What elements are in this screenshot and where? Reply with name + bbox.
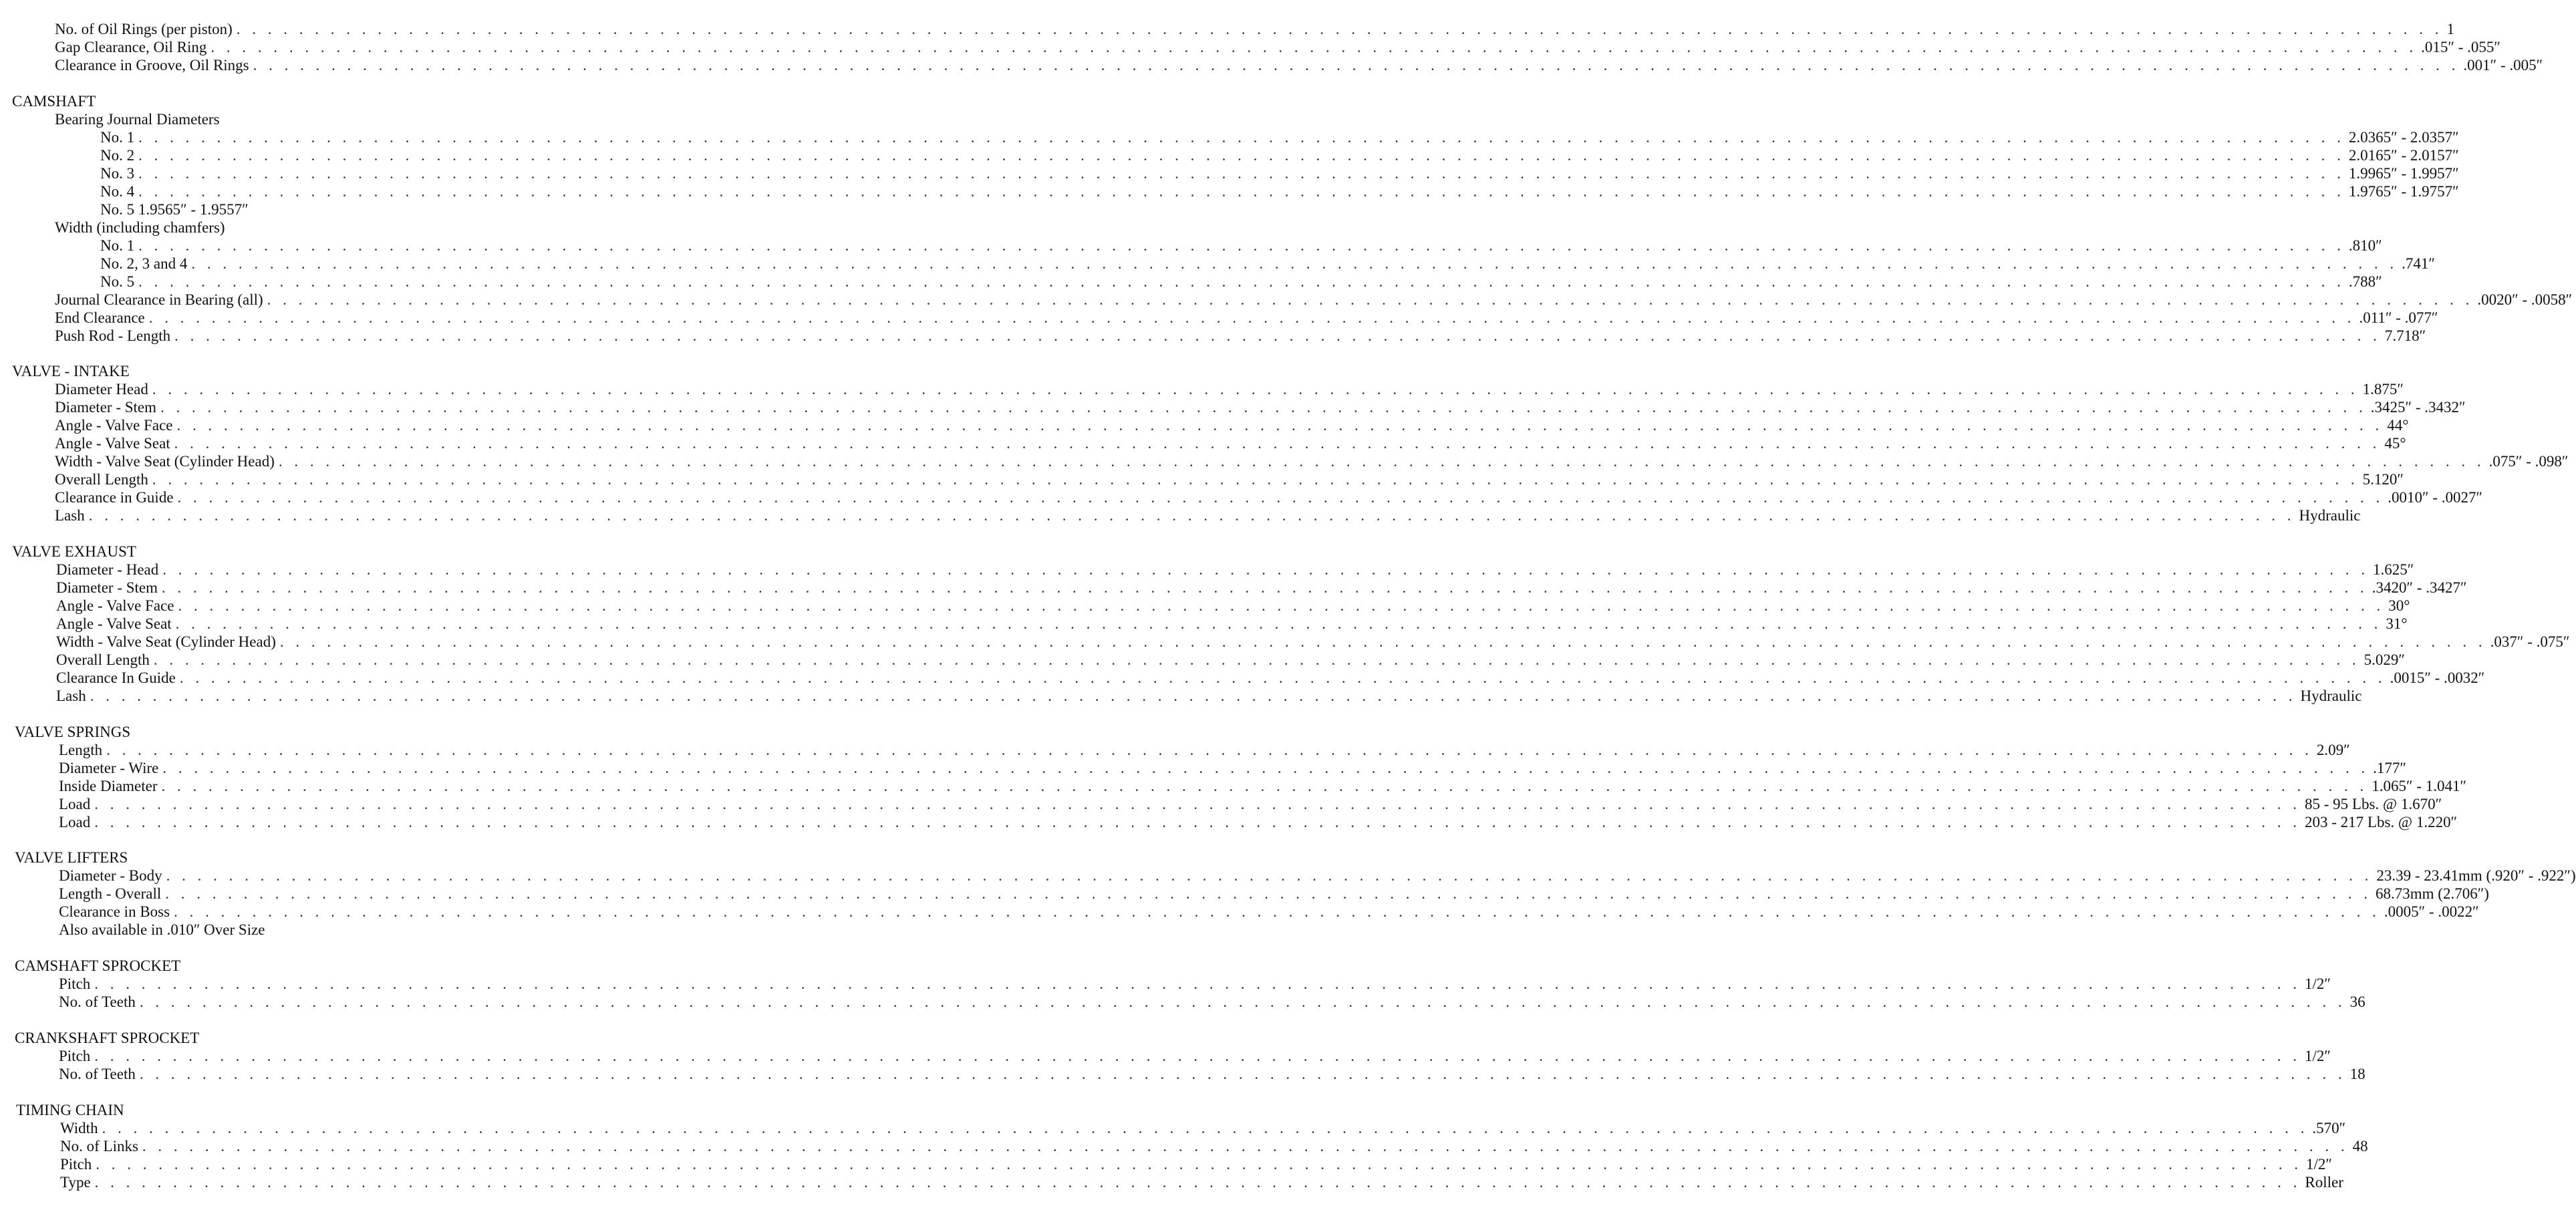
spec-row [0, 1137, 2368, 1155]
spec-value: 5.120″ [2362, 471, 2404, 488]
dot-leader: . . . . . . . . . . . . . . . . . . . . . . . . . . . . . . . . . . . . . . . . . . . . . . . . . . . . . . . . . . . . . . . . . . . . . . . . . . . . . . . . . . . . . . . . . . . . . . . . . . . . . . . . . . . . . . . . . . . . . . . . . . . . . . . . . . . . . . . . . . . . . [94, 814, 2301, 830]
spec-label: Clearance in Guide [55, 489, 174, 506]
spec-value: .3425″ - .3432″ [2370, 399, 2466, 416]
dot-leader: . . . . . . . . . . . . . . . . . . . . . . . . . . . . . . . . . . . . . . . . . . . . . . . . . . . . . . . . . . . . . . . . . . . . . . . . . . . . . . . . . . . . . . . . . . . . . . . . . . . . . . . . . . . . . . . . . . . . . . . . . . . . . . . . . . . . . . . . . . . . . [139, 993, 2346, 1010]
journal-5-line: No. 5 1.9565″ - 1.9557″ [100, 201, 249, 218]
spec-label: No. 1 [100, 129, 135, 146]
spec-value: 23.39 - 23.41mm (.920″ - .922″) [2376, 867, 2576, 884]
dot-leader: . . . . . . . . . . . . . . . . . . . . . . . . . . . . . . . . . . . . . . . . . . . . . . . . . . . . . . . . . . . . . . . . . . . . . . . . . . . . . . . . . . . . . . . . . . . . . . . . . . . . . . . . . . . . . . . . . . . . . . . . . . . . . . . . . . . . . . . . . . . . . [90, 687, 2297, 704]
spec-row [0, 1119, 2346, 1137]
dot-leader: . . . . . . . . . . . . . . . . . . . . . . . . . . . . . . . . . . . . . . . . . . . . . . . . . . . . . . . . . . . . . . . . . . . . . . . . . . . . . . . . . . . . . . . . . . . . . . . . . . . . . . . . . . . . . . . . . . . . . . . . . . . . . . . . . . . . . . . . . . . . . [160, 399, 2367, 416]
spec-label: Angle - Valve Face [55, 417, 173, 434]
section-heading: VALVE - INTAKE [12, 363, 130, 379]
spec-label: Diameter Head [55, 381, 148, 398]
section-heading: VALVE EXHAUST [12, 543, 136, 560]
spec-row [0, 182, 2459, 200]
valve-intake-section [0, 362, 2569, 524]
dot-leader: . . . . . . . . . . . . . . . . . . . . . . . . . . . . . . . . . . . . . . . . . . . . . . . . . . . . . . . . . . . . . . . . . . . . . . . . . . . . . . . . . . . . . . . . . . . . . . . . . . . . . . . . . . . . . . . . . . . . . . . . . . . . . . . . . . . . . . . . . . . . . [106, 742, 2313, 758]
spec-label: Width [60, 1120, 98, 1136]
valve-lifters-section [0, 849, 2576, 939]
spec-value: 31° [2386, 615, 2408, 632]
spec-row [0, 1047, 2331, 1065]
spec-row [0, 309, 2438, 327]
dot-leader: . . . . . . . . . . . . . . . . . . . . . . . . . . . . . . . . . . . . . . . . . . . . . . . . . . . . . . . . . . . . . . . . . . . . . . . . . . . . . . . . . . . . . . . . . . . . . . . . . . . . . . . . . . . . . . . . . . . . . . . . . . . . . . . . . . . . . . . . . . . . . [162, 760, 2370, 776]
spec-value: 203 - 217 Lbs. @ 1.220″ [2305, 814, 2458, 830]
spec-label: Overall Length [56, 651, 150, 668]
spec-value: 1/2″ [2305, 1048, 2331, 1064]
spec-value: .788″ [2348, 273, 2382, 290]
spec-value: .177″ [2373, 760, 2406, 776]
spec-label: Overall Length [55, 471, 148, 488]
spec-label: Angle - Valve Seat [55, 435, 170, 452]
spec-row [0, 759, 2406, 777]
spec-row [0, 1065, 2366, 1083]
dot-leader: . . . . . . . . . . . . . . . . . . . . . . . . . . . . . . . . . . . . . . . . . . . . . . . . . . . . . . . . . . . . . . . . . . . . . . . . . . . . . . . . . . . . . . . . . . . . . . . . . . . . . . . . . . . . . . . . . . . . . . . . . . . . . . . . . . . . . . . . . . . . . [138, 237, 2345, 254]
spec-label: Diameter - Body [59, 867, 162, 884]
dot-leader: . . . . . . . . . . . . . . . . . . . . . . . . . . . . . . . . . . . . . . . . . . . . . . . . . . . . . . . . . . . . . . . . . . . . . . . . . . . . . . . . . . . . . . . . . . . . . . . . . . . . . . . . . . . . . . . . . . . . . . . . . . . . . . . . . . . . . . . . . . . . . [279, 633, 2486, 650]
dot-leader: . . . . . . . . . . . . . . . . . . . . . . . . . . . . . . . . . . . . . . . . . . . . . . . . . . . . . . . . . . . . . . . . . . . . . . . . . . . . . . . . . . . . . . . . . . . . . . . . . . . . . . . . . . . . . . . . . . . . . . . . . . . . . . . . . . . . . . . . . . . . . [152, 381, 2359, 398]
spec-row [0, 470, 2404, 488]
dot-leader: . . . . . . . . . . . . . . . . . . . . . . . . . . . . . . . . . . . . . . . . . . . . . . . . . . . . . . . . . . . . . . . . . . . . . . . . . . . . . . . . . . . . . . . . . . . . . . . . . . . . . . . . . . . . . . . . . . . . . . . . . . . . . . . . . . . . . . . . . . . . . [102, 1120, 2309, 1136]
spec-row [0, 164, 2459, 182]
dot-leader: . . . . . . . . . . . . . . . . . . . . . . . . . . . . . . . . . . . . . . . . . . . . . . . . . . . . . . . . . . . . . . . . . . . . . . . . . . . . . . . . . . . . . . . . . . . . . . . . . . . . . . . . . . . . . . . . . . . . . . . . . . . . . . . . . . . . . . . . . . . . . [162, 561, 2370, 578]
spec-row [0, 327, 2426, 345]
section-heading: CRANKSHAFT SPROCKET [15, 1030, 200, 1046]
spec-row [0, 291, 2573, 309]
spec-value: 18 [2349, 1066, 2366, 1082]
camshaft-sprocket-section [0, 957, 2366, 1011]
spec-value: 1 [2446, 21, 2455, 37]
spec-row [0, 579, 2467, 597]
spec-label: No. 4 [100, 183, 135, 200]
dot-leader: . . . . . . . . . . . . . . . . . . . . . . . . . . . . . . . . . . . . . . . . . . . . . . . . . . . . . . . . . . . . . . . . . . . . . . . . . . . . . . . . . . . . . . . . . . . . . . . . . . . . . . . . . . . . . . . . . . . . . . . . . . . . . . . . . . . . . . . . . . . . . [94, 975, 2301, 992]
spec-label: Pitch [59, 1048, 91, 1064]
spec-value: .011″ - .077″ [2359, 309, 2438, 326]
dot-leader: . . . . . . . . . . . . . . . . . . . . . . . . . . . . . . . . . . . . . . . . . . . . . . . . . . . . . . . . . . . . . . . . . . . . . . . . . . . . . . . . . . . . . . . . . . . . . . . . . . . . . . . . . . . . . . . . . . . . . . . . . . . . . . . . . . . . . . . . . . . . . [94, 1174, 2301, 1191]
spec-label: Pitch [59, 975, 91, 992]
spec-value: 2.09″ [2316, 742, 2350, 758]
subheading: Bearing Journal Diameters [55, 111, 220, 128]
spec-row [0, 993, 2366, 1011]
spec-label: Pitch [60, 1156, 92, 1173]
spec-label: Width - Valve Seat (Cylinder Head) [55, 453, 275, 470]
dot-leader: . . . . . . . . . . . . . . . . . . . . . . . . . . . . . . . . . . . . . . . . . . . . . . . . . . . . . . . . . . . . . . . . . . . . . . . . . . . . . . . . . . . . . . . . . . . . . . . . . . . . . . . . . . . . . . . . . . . . . . . . . . . . . . . . . . . . . . . . . . . . . [153, 651, 2360, 668]
spec-value: .075″ - .098″ [2488, 453, 2569, 470]
timing-chain-section [0, 1101, 2368, 1191]
spec-row [0, 38, 2500, 56]
spec-row [0, 1173, 2343, 1191]
spec-label: No. 1 [100, 237, 135, 254]
section-heading: TIMING CHAIN [16, 1102, 124, 1118]
dot-leader: . . . . . . . . . . . . . . . . . . . . . . . . . . . . . . . . . . . . . . . . . . . . . . . . . . . . . . . . . . . . . . . . . . . . . . . . . . . . . . . . . . . . . . . . . . . . . . . . . . . . . . . . . . . . . . . . . . . . . . . . . . . . . . . . . . . . . . . . . . . . . [166, 867, 2373, 884]
dot-leader: . . . . . . . . . . . . . . . . . . . . . . . . . . . . . . . . . . . . . . . . . . . . . . . . . . . . . . . . . . . . . . . . . . . . . . . . . . . . . . . . . . . . . . . . . . . . . . . . . . . . . . . . . . . . . . . . . . . . . . . . . . . . . . . . . . . . . . . . . . . . . [278, 453, 2485, 470]
spec-value: 7.718″ [2384, 327, 2426, 344]
spec-row [0, 615, 2408, 633]
dot-leader: . . . . . . . . . . . . . . . . . . . . . . . . . . . . . . . . . . . . . . . . . . . . . . . . . . . . . . . . . . . . . . . . . . . . . . . . . . . . . . . . . . . . . . . . . . . . . . . . . . . . . . . . . . . . . . . . . . . . . . . . . . . . . . . . . . . . . . . . . . . . . [162, 579, 2368, 596]
spec-value: 1.625″ [2373, 561, 2414, 578]
spec-value: .0015″ - .0032″ [2390, 669, 2485, 686]
spec-label: End Clearance [55, 309, 145, 326]
spec-value: .0010″ - .0027″ [2388, 489, 2483, 506]
spec-value: 1/2″ [2305, 975, 2331, 992]
spec-row [0, 56, 2543, 74]
dot-leader: . . . . . . . . . . . . . . . . . . . . . . . . . . . . . . . . . . . . . . . . . . . . . . . . . . . . . . . . . . . . . . . . . . . . . . . . . . . . . . . . . . . . . . . . . . . . . . . . . . . . . . . . . . . . . . . . . . . . . . . . . . . . . . . . . . . . . . . . . . . . . [267, 291, 2474, 308]
dot-leader: . . . . . . . . . . . . . . . . . . . . . . . . . . . . . . . . . . . . . . . . . . . . . . . . . . . . . . . . . . . . . . . . . . . . . . . . . . . . . . . . . . . . . . . . . . . . . . . . . . . . . . . . . . . . . . . . . . . . . . . . . . . . . . . . . . . . . . . . . . . . . [236, 21, 2443, 37]
dot-leader: . . . . . . . . . . . . . . . . . . . . . . . . . . . . . . . . . . . . . . . . . . . . . . . . . . . . . . . . . . . . . . . . . . . . . . . . . . . . . . . . . . . . . . . . . . . . . . . . . . . . . . . . . . . . . . . . . . . . . . . . . . . . . . . . . . . . . . . . . . . . . [138, 129, 2345, 146]
spec-row [0, 687, 2362, 705]
dot-leader: . . . . . . . . . . . . . . . . . . . . . . . . . . . . . . . . . . . . . . . . . . . . . . . . . . . . . . . . . . . . . . . . . . . . . . . . . . . . . . . . . . . . . . . . . . . . . . . . . . . . . . . . . . . . . . . . . . . . . . . . . . . . . . . . . . . . . . . . . . . . . [161, 778, 2368, 794]
spec-row [0, 975, 2331, 993]
spec-label: No. of Teeth [59, 993, 136, 1010]
valve-exhaust-section [0, 543, 2570, 705]
spec-value: Roller [2305, 1174, 2343, 1191]
spec-row [0, 380, 2404, 398]
spec-label: No. 2, 3 and 4 [100, 255, 188, 272]
spec-label: Inside Diameter [59, 778, 158, 794]
spec-value: 36 [2349, 993, 2366, 1010]
dot-leader: . . . . . . . . . . . . . . . . . . . . . . . . . . . . . . . . . . . . . . . . . . . . . . . . . . . . . . . . . . . . . . . . . . . . . . . . . . . . . . . . . . . . . . . . . . . . . . . . . . . . . . . . . . . . . . . . . . . . . . . . . . . . . . . . . . . . . . . . . . . . . [253, 57, 2460, 73]
dot-leader: . . . . . . . . . . . . . . . . . . . . . . . . . . . . . . . . . . . . . . . . . . . . . . . . . . . . . . . . . . . . . . . . . . . . . . . . . . . . . . . . . . . . . . . . . . . . . . . . . . . . . . . . . . . . . . . . . . . . . . . . . . . . . . . . . . . . . . . . . . . . . [148, 309, 2355, 326]
spec-value: .570″ [2312, 1120, 2346, 1136]
spec-value: 1.9965″ - 1.9957″ [2348, 165, 2459, 182]
spec-label: No. 3 [100, 165, 135, 182]
spec-label: No. of Teeth [59, 1066, 136, 1082]
spec-value: 2.0165″ - 2.0157″ [2348, 147, 2459, 164]
dot-leader: . . . . . . . . . . . . . . . . . . . . . . . . . . . . . . . . . . . . . . . . . . . . . . . . . . . . . . . . . . . . . . . . . . . . . . . . . . . . . . . . . . . . . . . . . . . . . . . . . . . . . . . . . . . . . . . . . . . . . . . . . . . . . . . . . . . . . . . . . . . . . [179, 669, 2386, 686]
spec-label: No. 2 [100, 147, 135, 164]
spec-row [0, 1155, 2333, 1173]
spec-label: Push Rod - Length [55, 327, 171, 344]
spec-label: Type [60, 1174, 91, 1191]
spec-row [0, 273, 2382, 291]
spec-row [0, 867, 2576, 885]
spec-label: Diameter - Stem [56, 579, 158, 596]
spec-row [0, 398, 2466, 416]
dot-leader: . . . . . . . . . . . . . . . . . . . . . . . . . . . . . . . . . . . . . . . . . . . . . . . . . . . . . . . . . . . . . . . . . . . . . . . . . . . . . . . . . . . . . . . . . . . . . . . . . . . . . . . . . . . . . . . . . . . . . . . . . . . . . . . . . . . . . . . . . . . . . [174, 435, 2381, 452]
spec-label: Lash [55, 507, 85, 524]
dot-leader: . . . . . . . . . . . . . . . . . . . . . . . . . . . . . . . . . . . . . . . . . . . . . . . . . . . . . . . . . . . . . . . . . . . . . . . . . . . . . . . . . . . . . . . . . . . . . . . . . . . . . . . . . . . . . . . . . . . . . . . . . . . . . . . . . . . . . . . . . . . . . [94, 796, 2301, 812]
spec-value: 45° [2384, 435, 2406, 452]
dot-leader: . . . . . . . . . . . . . . . . . . . . . . . . . . . . . . . . . . . . . . . . . . . . . . . . . . . . . . . . . . . . . . . . . . . . . . . . . . . . . . . . . . . . . . . . . . . . . . . . . . . . . . . . . . . . . . . . . . . . . . . . . . . . . . . . . . . . . . . . . . . . . [175, 615, 2382, 632]
spec-row [0, 452, 2569, 470]
spec-row [0, 651, 2405, 669]
spec-value: 2.0365″ - 2.0357″ [2348, 129, 2459, 146]
dot-leader: . . . . . . . . . . . . . . . . . . . . . . . . . . . . . . . . . . . . . . . . . . . . . . . . . . . . . . . . . . . . . . . . . . . . . . . . . . . . . . . . . . . . . . . . . . . . . . . . . . . . . . . . . . . . . . . . . . . . . . . . . . . . . . . . . . . . . . . . . . . . . [152, 471, 2359, 488]
spec-value: Hydraulic [2300, 687, 2362, 704]
subheading: Width (including chamfers) [55, 219, 225, 236]
spec-label: Lash [56, 687, 86, 704]
spec-value: .015″ - .055″ [2421, 39, 2500, 55]
spec-value: .810″ [2348, 237, 2382, 254]
spec-label: Angle - Valve Face [56, 597, 174, 614]
spec-row [0, 633, 2570, 651]
spec-row [0, 669, 2485, 687]
spec-row [0, 20, 2455, 38]
spec-label: Clearance In Guide [56, 669, 176, 686]
dot-leader: . . . . . . . . . . . . . . . . . . . . . . . . . . . . . . . . . . . . . . . . . . . . . . . . . . . . . . . . . . . . . . . . . . . . . . . . . . . . . . . . . . . . . . . . . . . . . . . . . . . . . . . . . . . . . . . . . . . . . . . . . . . . . . . . . . . . . . . . . . . . . [142, 1138, 2349, 1154]
spec-label: Width - Valve Seat (Cylinder Head) [56, 633, 276, 650]
spec-label: Length [59, 742, 103, 758]
dot-leader: . . . . . . . . . . . . . . . . . . . . . . . . . . . . . . . . . . . . . . . . . . . . . . . . . . . . . . . . . . . . . . . . . . . . . . . . . . . . . . . . . . . . . . . . . . . . . . . . . . . . . . . . . . . . . . . . . . . . . . . . . . . . . . . . . . . . . . . . . . . . . [94, 1048, 2301, 1064]
dot-leader: . . . . . . . . . . . . . . . . . . . . . . . . . . . . . . . . . . . . . . . . . . . . . . . . . . . . . . . . . . . . . . . . . . . . . . . . . . . . . . . . . . . . . . . . . . . . . . . . . . . . . . . . . . . . . . . . . . . . . . . . . . . . . . . . . . . . . . . . . . . . . [177, 489, 2384, 506]
spec-value: .001″ - .005″ [2463, 57, 2543, 73]
spec-label: Diameter - Stem [55, 399, 157, 416]
section-heading: VALVE LIFTERS [15, 849, 128, 866]
spec-value: .741″ [2402, 255, 2435, 272]
spec-value: .3420″ - .3427″ [2372, 579, 2467, 596]
spec-label: Angle - Valve Seat [56, 615, 172, 632]
spec-row [0, 128, 2459, 146]
dot-leader: . . . . . . . . . . . . . . . . . . . . . . . . . . . . . . . . . . . . . . . . . . . . . . . . . . . . . . . . . . . . . . . . . . . . . . . . . . . . . . . . . . . . . . . . . . . . . . . . . . . . . . . . . . . . . . . . . . . . . . . . . . . . . . . . . . . . . . . . . . . . . [96, 1156, 2303, 1173]
dot-leader: . . . . . . . . . . . . . . . . . . . . . . . . . . . . . . . . . . . . . . . . . . . . . . . . . . . . . . . . . . . . . . . . . . . . . . . . . . . . . . . . . . . . . . . . . . . . . . . . . . . . . . . . . . . . . . . . . . . . . . . . . . . . . . . . . . . . . . . . . . . . . [138, 165, 2345, 182]
oversize-note: Also available in .010″ Over Size [59, 921, 265, 938]
spec-row [0, 813, 2458, 831]
spec-label: Diameter - Head [56, 561, 159, 578]
spec-value: 68.73mm (2.706″) [2376, 885, 2489, 902]
spec-value: .0020″ - .0058″ [2477, 291, 2573, 308]
dot-leader: . . . . . . . . . . . . . . . . . . . . . . . . . . . . . . . . . . . . . . . . . . . . . . . . . . . . . . . . . . . . . . . . . . . . . . . . . . . . . . . . . . . . . . . . . . . . . . . . . . . . . . . . . . . . . . . . . . . . . . . . . . . . . . . . . . . . . . . . . . . . . [210, 39, 2418, 55]
spec-row [0, 741, 2350, 759]
spec-label: Clearance in Groove, Oil Rings [55, 57, 249, 73]
spec-value: 85 - 95 Lbs. @ 1.670″ [2305, 796, 2442, 812]
spec-value: 1.9765″ - 1.9757″ [2348, 183, 2459, 200]
spec-label: Load [59, 796, 91, 812]
spec-row [0, 597, 2410, 615]
spec-row [0, 488, 2483, 506]
spec-value: 1/2″ [2306, 1156, 2333, 1173]
spec-value: 48 [2352, 1138, 2368, 1154]
spec-label: No. of Oil Rings (per piston) [55, 21, 233, 37]
dot-leader: . . . . . . . . . . . . . . . . . . . . . . . . . . . . . . . . . . . . . . . . . . . . . . . . . . . . . . . . . . . . . . . . . . . . . . . . . . . . . . . . . . . . . . . . . . . . . . . . . . . . . . . . . . . . . . . . . . . . . . . . . . . . . . . . . . . . . . . . . . . . . [139, 1066, 2346, 1082]
spec-row [0, 561, 2414, 579]
dot-leader: . . . . . . . . . . . . . . . . . . . . . . . . . . . . . . . . . . . . . . . . . . . . . . . . . . . . . . . . . . . . . . . . . . . . . . . . . . . . . . . . . . . . . . . . . . . . . . . . . . . . . . . . . . . . . . . . . . . . . . . . . . . . . . . . . . . . . . . . . . . . . [88, 507, 2295, 524]
spec-label: Load [59, 814, 91, 830]
section-heading: CAMSHAFT SPROCKET [15, 957, 181, 974]
spec-label: No. 5 [100, 273, 135, 290]
dot-leader: . . . . . . . . . . . . . . . . . . . . . . . . . . . . . . . . . . . . . . . . . . . . . . . . . . . . . . . . . . . . . . . . . . . . . . . . . . . . . . . . . . . . . . . . . . . . . . . . . . . . . . . . . . . . . . . . . . . . . . . . . . . . . . . . . . . . . . . . . . . . . [174, 327, 2381, 344]
spec-row [0, 237, 2382, 255]
spec-row [0, 903, 2479, 921]
dot-leader: . . . . . . . . . . . . . . . . . . . . . . . . . . . . . . . . . . . . . . . . . . . . . . . . . . . . . . . . . . . . . . . . . . . . . . . . . . . . . . . . . . . . . . . . . . . . . . . . . . . . . . . . . . . . . . . . . . . . . . . . . . . . . . . . . . . . . . . . . . . . . [138, 273, 2345, 290]
spec-value: 5.029″ [2364, 651, 2405, 668]
spec-value: 30° [2388, 597, 2410, 614]
spec-value: 44° [2387, 417, 2409, 434]
dot-leader: . . . . . . . . . . . . . . . . . . . . . . . . . . . . . . . . . . . . . . . . . . . . . . . . . . . . . . . . . . . . . . . . . . . . . . . . . . . . . . . . . . . . . . . . . . . . . . . . . . . . . . . . . . . . . . . . . . . . . . . . . . . . . . . . . . . . . . . . . . . . . [174, 903, 2380, 920]
spec-value: 1.065″ - 1.041″ [2372, 778, 2467, 794]
spec-row [0, 146, 2459, 164]
dot-leader: . . . . . . . . . . . . . . . . . . . . . . . . . . . . . . . . . . . . . . . . . . . . . . . . . . . . . . . . . . . . . . . . . . . . . . . . . . . . . . . . . . . . . . . . . . . . . . . . . . . . . . . . . . . . . . . . . . . . . . . . . . . . . . . . . . . . . . . . . . . . . [138, 147, 2345, 164]
dot-leader: . . . . . . . . . . . . . . . . . . . . . . . . . . . . . . . . . . . . . . . . . . . . . . . . . . . . . . . . . . . . . . . . . . . . . . . . . . . . . . . . . . . . . . . . . . . . . . . . . . . . . . . . . . . . . . . . . . . . . . . . . . . . . . . . . . . . . . . . . . . . . [165, 885, 2372, 902]
section-heading: VALVE SPRINGS [15, 724, 131, 740]
spec-row [0, 255, 2435, 273]
spec-row [0, 506, 2361, 524]
spec-label: Clearance in Boss [59, 903, 170, 920]
piston-rings-section [0, 20, 2543, 74]
spec-label: Journal Clearance in Bearing (all) [55, 291, 263, 308]
spec-label: Length - Overall [59, 885, 162, 902]
dot-leader: . . . . . . . . . . . . . . . . . . . . . . . . . . . . . . . . . . . . . . . . . . . . . . . . . . . . . . . . . . . . . . . . . . . . . . . . . . . . . . . . . . . . . . . . . . . . . . . . . . . . . . . . . . . . . . . . . . . . . . . . . . . . . . . . . . . . . . . . . . . . . [178, 597, 2385, 614]
dot-leader: . . . . . . . . . . . . . . . . . . . . . . . . . . . . . . . . . . . . . . . . . . . . . . . . . . . . . . . . . . . . . . . . . . . . . . . . . . . . . . . . . . . . . . . . . . . . . . . . . . . . . . . . . . . . . . . . . . . . . . . . . . . . . . . . . . . . . . . . . . . . . [191, 255, 2398, 272]
camshaft-section [0, 92, 2573, 345]
spec-value: .037″ - .075″ [2490, 633, 2570, 650]
spec-value: .0005″ - .0022″ [2384, 903, 2479, 920]
spec-row [0, 416, 2409, 434]
spec-label: Gap Clearance, Oil Ring [55, 39, 207, 55]
spec-label: No. of Links [60, 1138, 138, 1154]
spec-row [0, 434, 2406, 452]
dot-leader: . . . . . . . . . . . . . . . . . . . . . . . . . . . . . . . . . . . . . . . . . . . . . . . . . . . . . . . . . . . . . . . . . . . . . . . . . . . . . . . . . . . . . . . . . . . . . . . . . . . . . . . . . . . . . . . . . . . . . . . . . . . . . . . . . . . . . . . . . . . . . [138, 183, 2345, 200]
valve-springs-section [0, 723, 2467, 831]
spec-row [0, 795, 2442, 813]
spec-row [0, 885, 2489, 903]
crankshaft-sprocket-section [0, 1029, 2366, 1083]
dot-leader: . . . . . . . . . . . . . . . . . . . . . . . . . . . . . . . . . . . . . . . . . . . . . . . . . . . . . . . . . . . . . . . . . . . . . . . . . . . . . . . . . . . . . . . . . . . . . . . . . . . . . . . . . . . . . . . . . . . . . . . . . . . . . . . . . . . . . . . . . . . . . [176, 417, 2384, 434]
spec-row [0, 777, 2467, 795]
spec-value: Hydraulic [2299, 507, 2361, 524]
spec-label: Diameter - Wire [59, 760, 159, 776]
spec-value: 1.875″ [2362, 381, 2404, 398]
section-heading: CAMSHAFT [12, 93, 96, 110]
